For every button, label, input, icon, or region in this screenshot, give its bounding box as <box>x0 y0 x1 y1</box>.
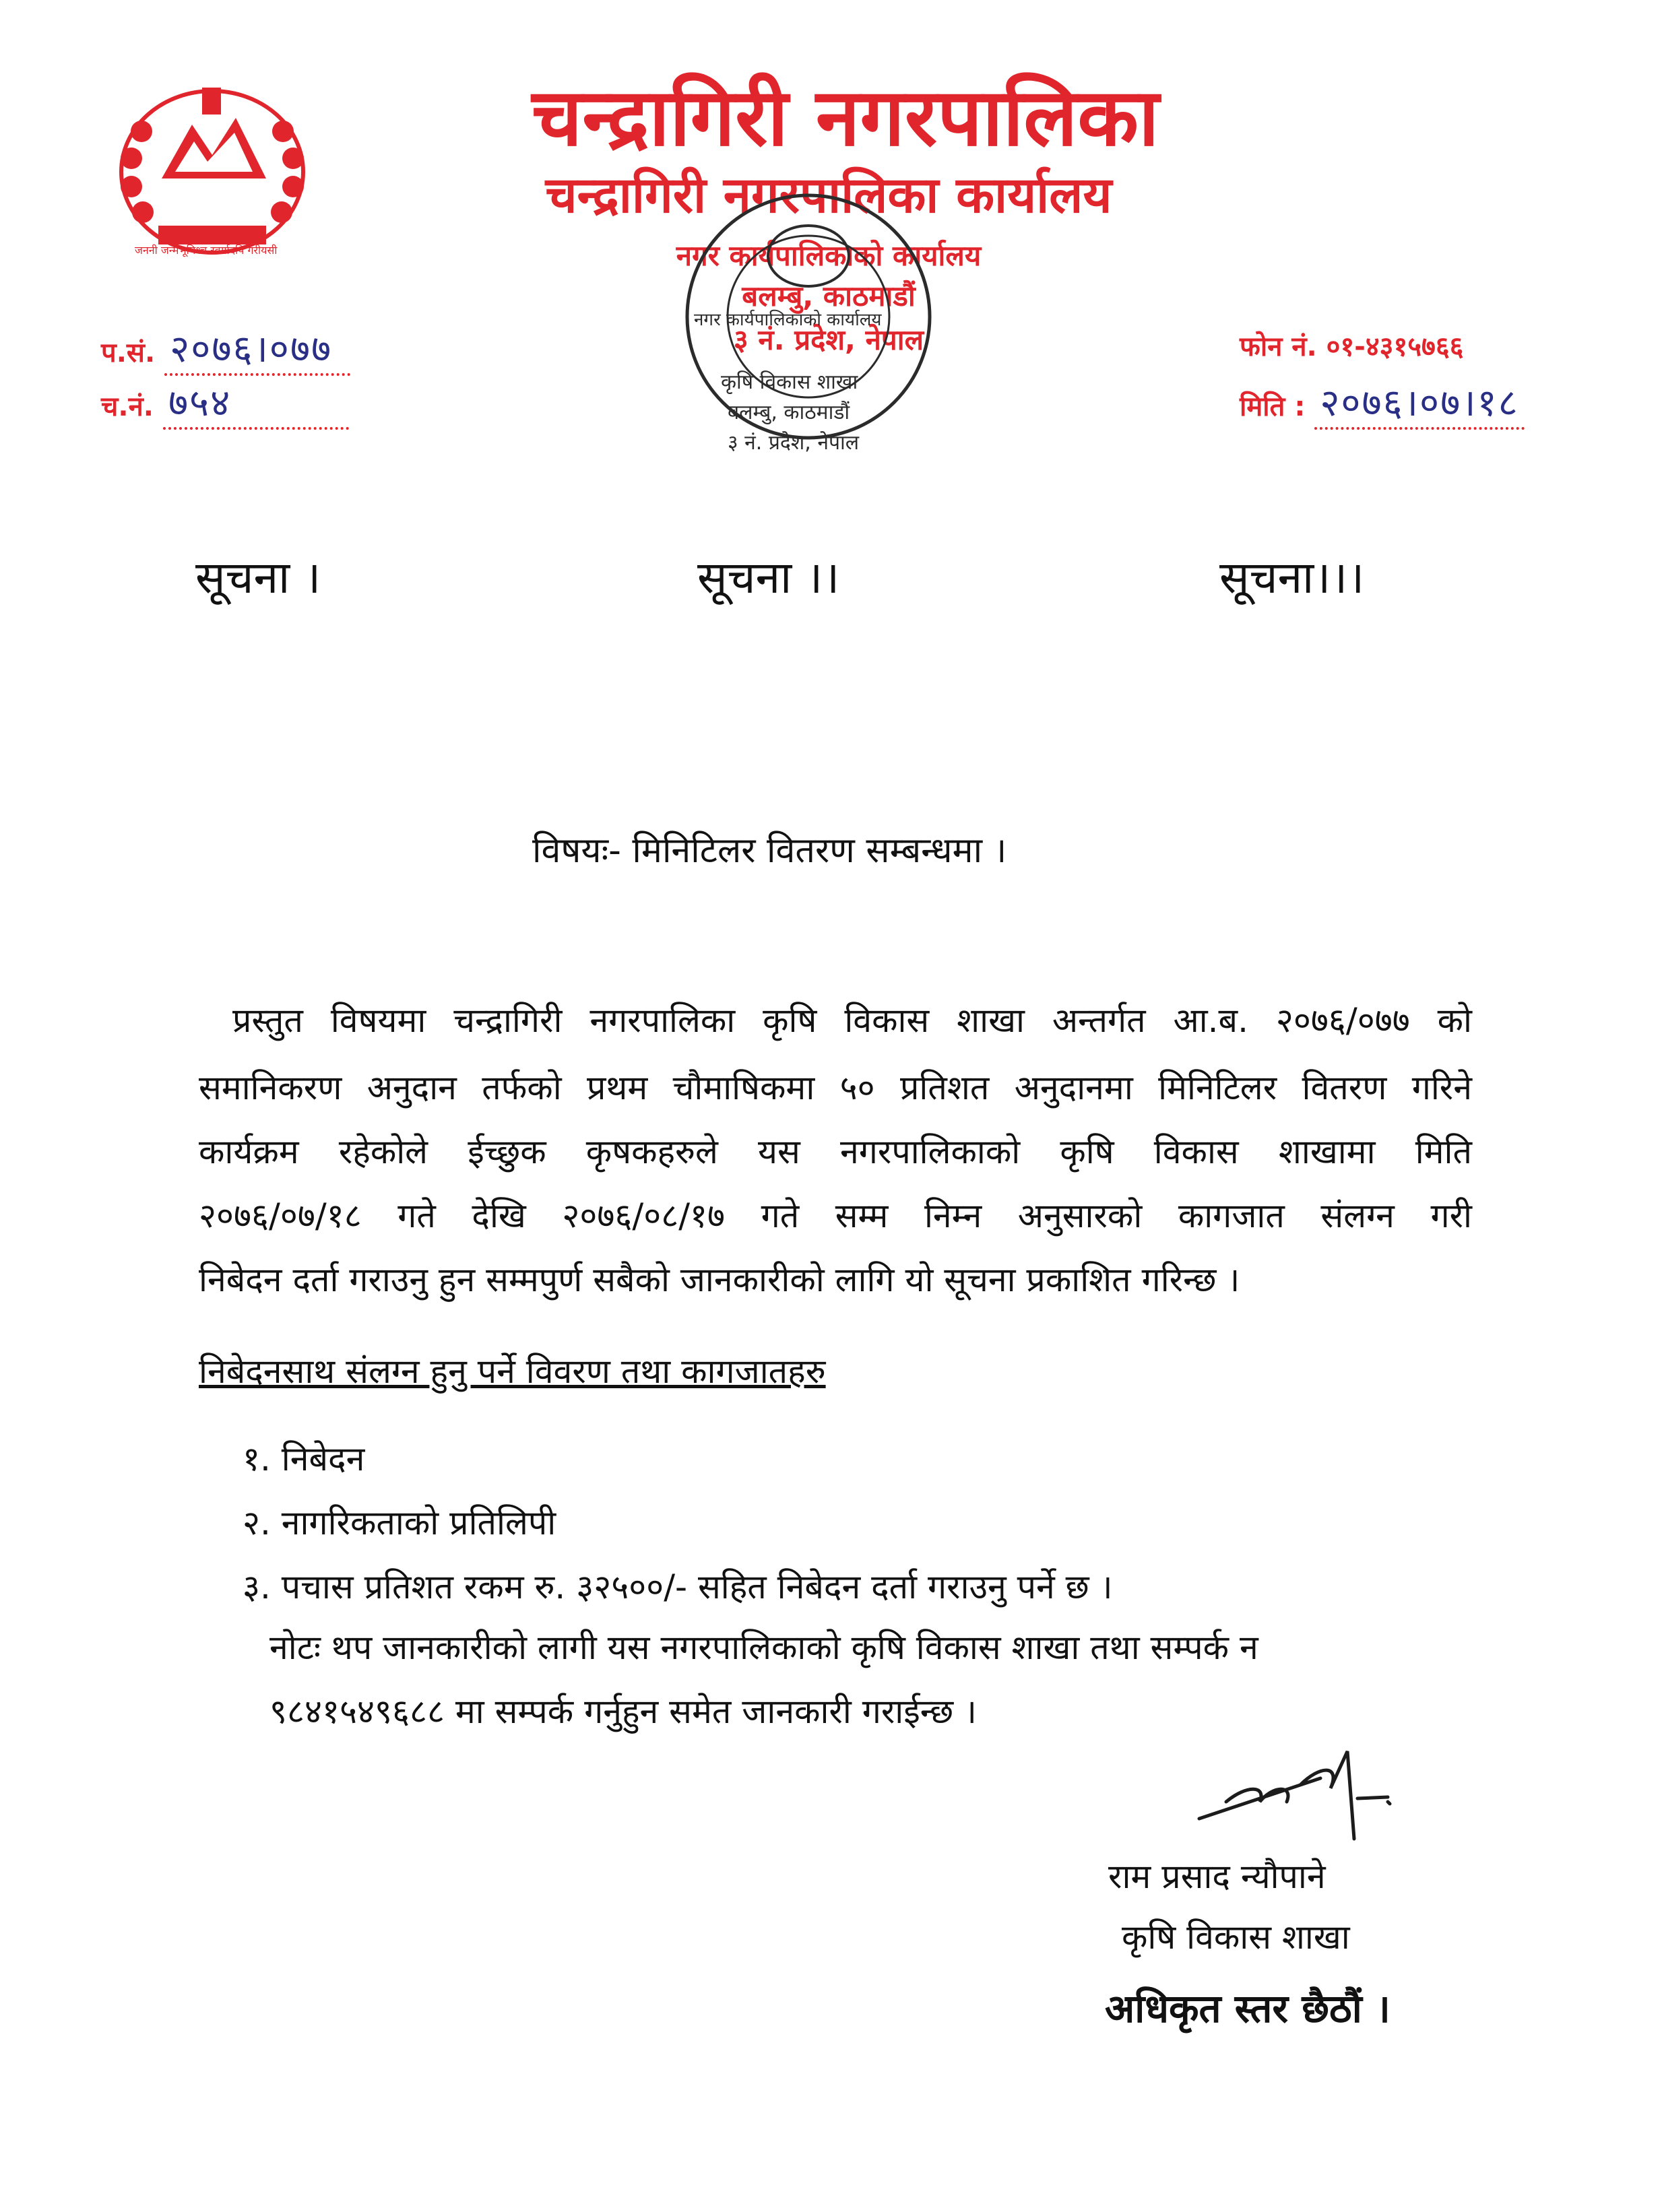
note-line-2: ९८४१५४९६८८ मा सम्पर्क गर्नुहुन समेत जानकारी गराईन्छ । <box>269 1692 978 1731</box>
dispatch-label: च.नं. <box>101 391 154 422</box>
signatory-title: अधिकृत स्तर छैठौं । <box>1105 1986 1391 2031</box>
ref-number <box>101 322 350 376</box>
requirements-heading: निबेदनसाथ संलग्न हुनु पर्ने विवरण तथा कागजातहरु <box>199 1352 826 1391</box>
notice-heading-2: सूचना ।। <box>697 552 840 604</box>
office-line-1: नगर कार्यपालिकाको कार्यालय <box>676 239 982 272</box>
date <box>1240 376 1525 430</box>
dispatch-number <box>101 376 349 430</box>
body-line-5: निबेदन दर्ता गराउनु हुन सम्मपुर्ण सबैको जानकारीको लागि यो सूचना प्रकाशित गरिन्छ । <box>199 1260 1240 1299</box>
signatory-name: राम प्रसाद न्यौपाने <box>1108 1857 1326 1896</box>
subject-line: विषयः- मिनिटिलर वितरण सम्बन्धमा । <box>532 831 1007 871</box>
body-line-1: प्रस्तुत विषयमा चन्द्रागिरी नगरपालिका कृषि विकास शाखा अन्तर्गत आ.ब. २०७६/०७७ को <box>232 1001 1472 1040</box>
notice-heading-1: सूचना । <box>195 552 321 604</box>
notice-heading-3: सूचना।।। <box>1219 552 1365 604</box>
ref-value: २०७६।०७७ <box>170 327 333 371</box>
org-subtitle: चन्द्रागिरी नगरपालिका कार्यालय <box>545 166 1112 224</box>
date-label: मिति : <box>1240 391 1306 422</box>
stamp-line-1: कृषि विकास शाखा <box>721 370 858 394</box>
body-line-4: २०७६/०७/१८ गते देखि २०७६/०८/१७ गते सम्म निम्न अनुसारको कागजात संलग्न गरी <box>199 1196 1472 1235</box>
stamp-outer-text: नगर कार्यपालिकाको कार्यालय <box>694 310 882 330</box>
note-line-1: नोटः थप जानकारीको लागी यस नगरपालिकाको कृषि विकास शाखा तथा सम्पर्क न <box>269 1628 1258 1667</box>
body-line-2: समानिकरण अनुदान तर्फको प्रथम चौमाषिकमा ५० प्रतिशत अनुदानमा मिनिटिलर वितरण गरिने <box>199 1068 1472 1107</box>
signatory-section: कृषि विकास शाखा <box>1122 1918 1350 1957</box>
stamp-line-2: बलम्बु, काठमाडौं <box>728 401 850 424</box>
body-line-3: कार्यक्रम रहेकोले ईच्छुक कृषकहरुले यस नगरपालिकाको कृषि विकास शाखामा मिति <box>199 1132 1472 1171</box>
dispatch-value: ७५४ <box>168 381 232 425</box>
phone-number: फोन नं. ०१-४३१५७६६ <box>1240 331 1464 362</box>
date-value: २०७६।०७।१८ <box>1320 381 1519 425</box>
requirement-item-3: ३. पचास प्रतिशत रकम रु. ३२५००/- सहित निबेदन दर्ता गराउनु पर्ने छ । <box>243 1567 1113 1606</box>
requirement-item-1: १. निबेदन <box>243 1439 365 1478</box>
ref-label: प.सं. <box>101 337 156 368</box>
signature-icon <box>1186 1738 1428 1859</box>
emblem-caption: जननी जन्मभूमिश्च स्वर्गादपि गरीयसी <box>135 244 278 257</box>
org-name: चन्द्रागिरी नगरपालिका <box>532 71 1159 164</box>
requirement-item-2: २. नागरिकताको प्रतिलिपी <box>243 1503 556 1542</box>
office-line-3: ३ नं. प्रदेश, नेपाल <box>733 323 924 356</box>
stamp-line-3: ३ नं. प्रदेश, नेपाल <box>728 431 860 455</box>
office-line-2: बलम्बु, काठमाडौं <box>742 280 916 313</box>
